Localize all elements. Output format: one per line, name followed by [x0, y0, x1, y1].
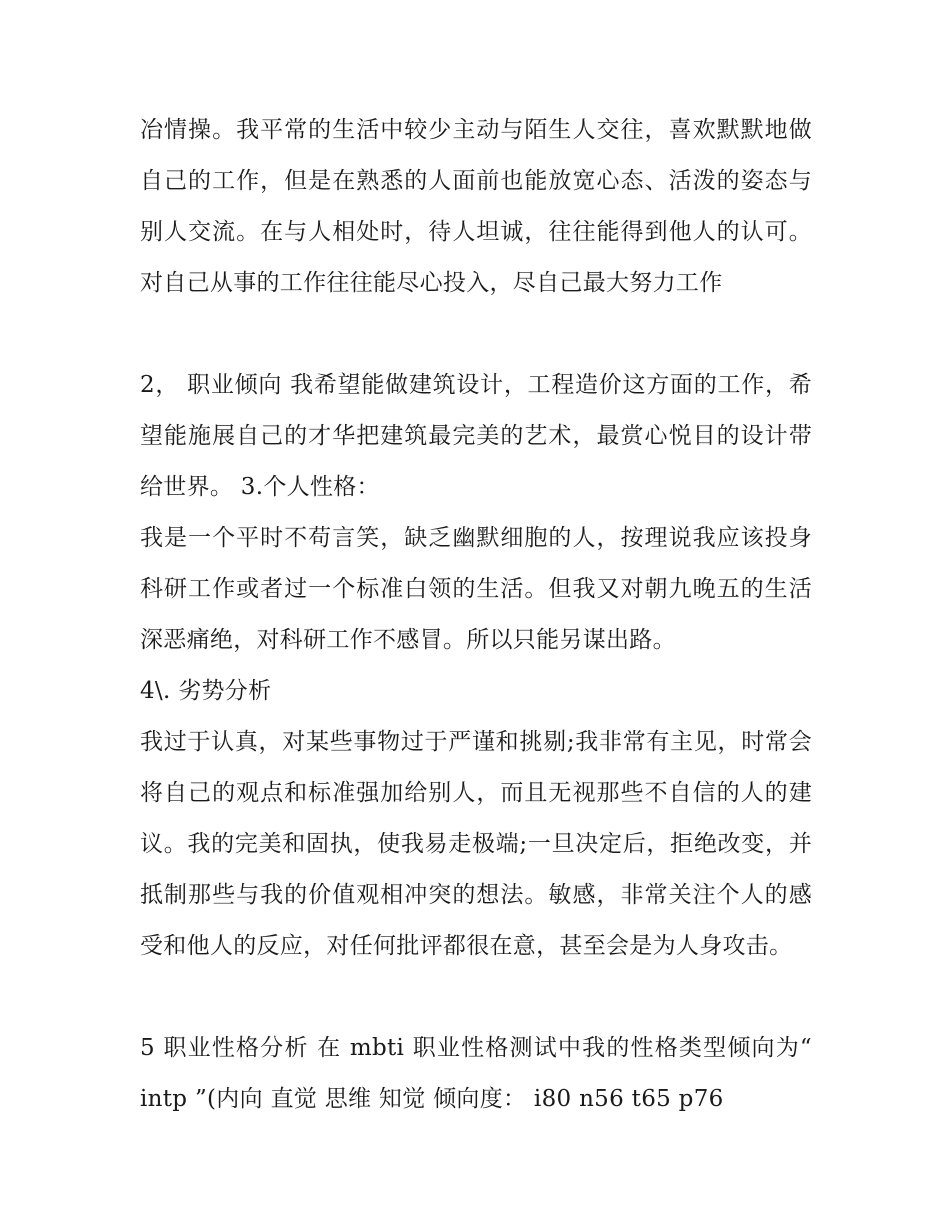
paragraph-personality-intro: 冶情操。我平常的生活中较少主动与陌生人交往，喜欢默默地做自己的工作，但是在熟悉的人面前也能放宽心态、活泼的姿态与别人交流。在与人相处时，待人坦诚，往往能得到他人的认可。对自己从事的工作往往能尽心投入，尽自己最大努力工作 — [140, 117, 812, 296]
paragraph-mbti-analysis: 5 职业性格分析 在 mbti 职业性格测试中我的性格类型倾向为“ intp ”(内向 直觉 思维 知觉 倾向度： i80 n56 t65 p76 — [140, 1035, 812, 1112]
paragraph-personal-character: 我是一个平时不苟言笑，缺乏幽默细胞的人，按理说我应该投身科研工作或者过一个标准白领的生活。但我又对朝九晚五的生活深恶痛绝，对科研工作不感冒。所以只能另谋出路。 — [140, 525, 812, 653]
heading-weakness-analysis: 4\. 劣势分析 — [140, 678, 272, 704]
paragraph-career-tendency: 2， 职业倾向 我希望能做建筑设计，工程造价这方面的工作，希望能施展自己的才华把建筑最完美的艺术，最赏心悦目的设计带给世界。 3.个人性格： — [140, 372, 812, 500]
paragraph-weakness-detail: 我过于认真，对某些事物过于严谨和挑剔;我非常有主见，时常会将自己的观点和标准强加给别人，而且无视那些不自信的人的建议。我的完美和固执，使我易走极端;一旦决定后，拒绝改变，并抵制那些与我的价值观相冲突的想法。敏感，非常关注个人的感受和他人的反应，对任何批评都很在意，甚至会是为人身攻击。 — [140, 729, 812, 959]
